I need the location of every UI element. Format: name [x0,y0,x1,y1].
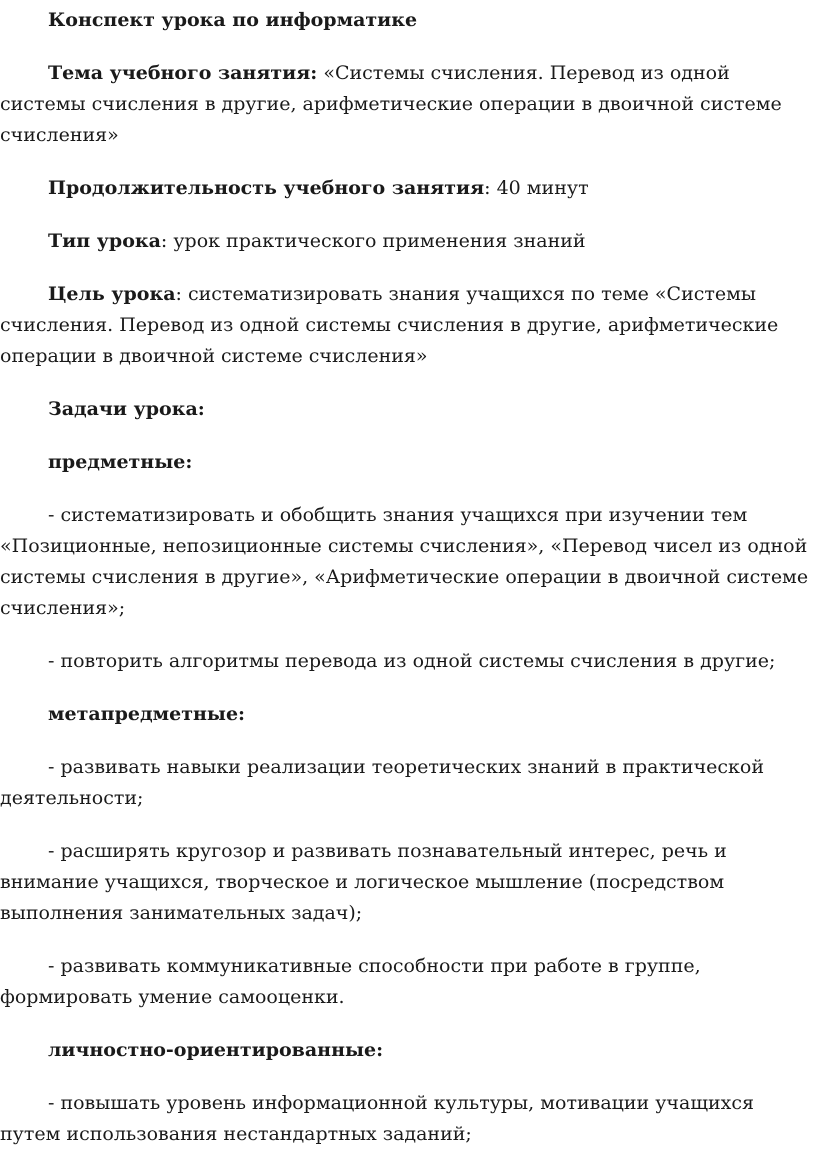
meta-item: - развивать навыки реализации теоретических знаний в практической деятельности; [0,756,764,809]
meta-heading: метапредметные: [48,703,246,725]
goal-label: Цель урока [48,283,176,305]
subject-item: - повторить алгоритмы перевода из одной системы счисления в другие; [48,650,776,672]
tasks-heading: Задачи урока: [48,398,205,420]
meta-item: - развивать коммуникативные способности при работе в группе, формировать умение самооценки. [0,955,701,1008]
meta-item: - расширять кругозор и развивать познавательный интерес, речь и внимание учащихся, творческое и логическое мышление (посредством выполнения занимательных задач); [0,840,727,924]
goal-paragraph [0,279,812,372]
lesson-type-text: : урок практического применения знаний [160,230,586,252]
lesson-type-paragraph [0,226,812,257]
personal-item: - повышать уровень информационной культуры, мотивации учащихся путем использования нестандартных заданий; [0,1092,754,1145]
document-title: Конспект урока по информатике [48,9,418,31]
duration-label: Продолжительность учебного занятия [48,177,485,199]
goal-text: : систематизировать знания учащихся по теме «Системы счисления. Перевод из одной системы счисления в другие, арифметические операции в двоичной системе счисления» [0,283,779,367]
topic-paragraph [0,58,812,151]
topic-text: «Системы счисления. Перевод из одной системы счисления в другие, арифметические операции в двоичной системе счисления» [0,62,782,146]
duration-text: : 40 минут [484,177,589,199]
duration-paragraph [0,173,812,204]
topic-label: Тема учебного занятия: [48,62,318,84]
personal-heading: личностно-ориентированные: [48,1039,384,1061]
subject-heading: предметные: [48,451,193,473]
subject-item: - систематизировать и обобщить знания учащихся при изучении тем «Позиционные, непозиционные системы счисления», «Перевод чисел из одной системы счисления в другие», «Арифметические операции в двоичной системе счисления»; [0,504,809,619]
lesson-type-label: Тип урока [48,230,161,252]
